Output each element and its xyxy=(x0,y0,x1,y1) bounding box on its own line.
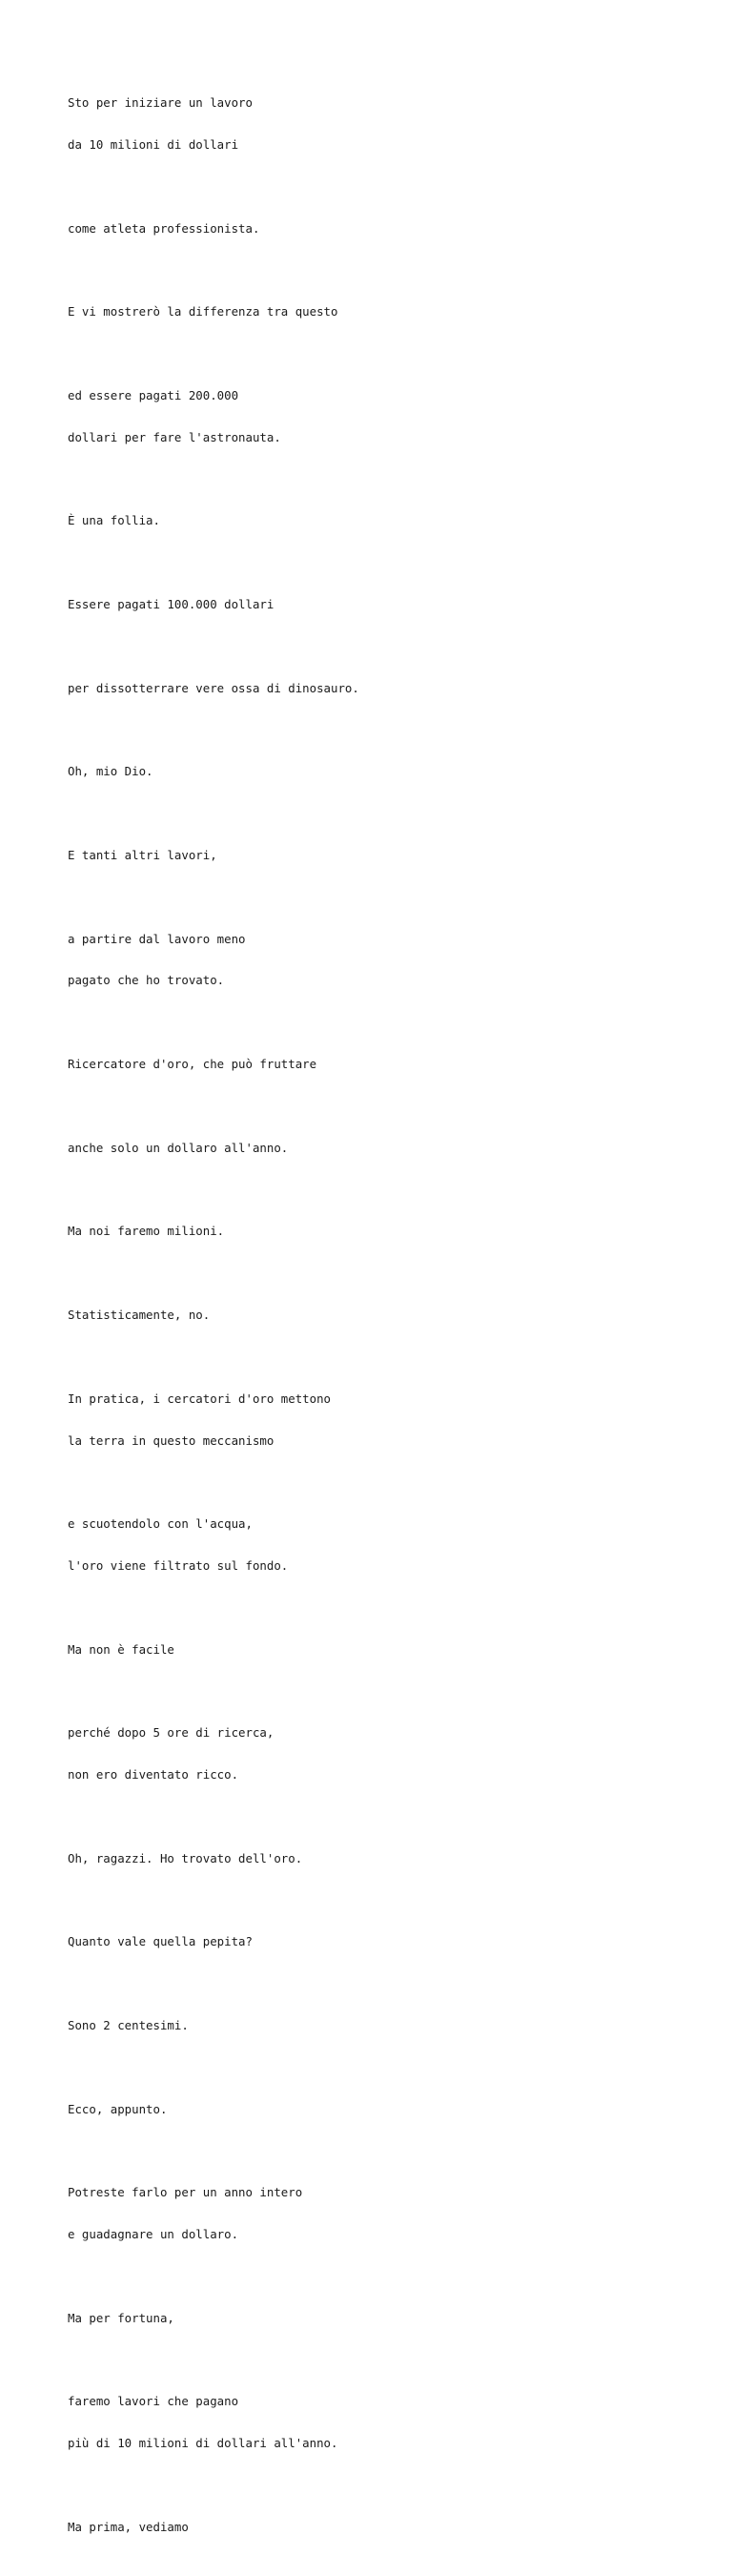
paragraph-16 xyxy=(68,1490,716,1601)
paragraph-22 xyxy=(68,2074,716,2144)
text-line: più di 10 milioni di dollari all'anno. xyxy=(68,2436,338,2451)
text-line: È una follia. xyxy=(68,513,160,528)
paragraph-5 xyxy=(68,486,716,556)
text-line: anche solo un dollaro all'anno. xyxy=(68,1140,289,1155)
text-line: Sono 2 centesimi. xyxy=(68,2018,189,2032)
text-line: e guadagnare un dollaro. xyxy=(68,2227,239,2242)
paragraph-11 xyxy=(68,1030,716,1100)
text-line: Sto per iniziare un lavoro xyxy=(68,95,253,111)
text-line: Quanto vale quella pepita? xyxy=(68,1934,253,1949)
text-line: Ma per fortuna, xyxy=(68,2310,174,2325)
text-line: Oh, mio Dio. xyxy=(68,764,153,779)
text-line: Potreste farlo per un anno intero xyxy=(68,2185,303,2200)
text-line: ed essere pagati 200.000 xyxy=(68,387,239,402)
text-line: dollari per fare l'astronauta. xyxy=(68,429,281,444)
text-line: Ma noi faremo milioni. xyxy=(68,1224,225,1239)
text-line: la terra in questo meccanismo xyxy=(68,1432,274,1448)
paragraph-21 xyxy=(68,1991,716,2061)
text-line: per dissotterrare vere ossa di dinosauro. xyxy=(68,680,359,695)
paragraph-20 xyxy=(68,1907,716,1977)
paragraph-13 xyxy=(68,1197,716,1267)
paragraph-12 xyxy=(68,1114,716,1184)
text-line: Ricercatore d'oro, che può fruttare xyxy=(68,1057,317,1072)
paragraph-4 xyxy=(68,361,716,473)
text-line: Oh, ragazzi. Ho trovato dell'oro. xyxy=(68,1850,303,1865)
paragraph-9 xyxy=(68,821,716,891)
text-line: faremo lavori che pagano xyxy=(68,2394,239,2409)
paragraph-18 xyxy=(68,1699,716,1810)
text-line: Ma non è facile xyxy=(68,1641,174,1657)
text-line: perché dopo 5 ore di ricerca, xyxy=(68,1725,274,1741)
paragraph-25 xyxy=(68,2367,716,2479)
paragraph-1 xyxy=(68,69,716,180)
text-line: da 10 milioni di dollari xyxy=(68,136,239,152)
text-line: e scuotendolo con l'acqua, xyxy=(68,1516,253,1532)
paragraph-2 xyxy=(68,194,716,263)
paragraph-10 xyxy=(68,904,716,1016)
text-line: E vi mostrerò la differenza tra questo xyxy=(68,304,338,319)
text-line: l'oro viene filtrato sul fondo. xyxy=(68,1557,289,1573)
text-line: a partire dal lavoro meno xyxy=(68,931,246,946)
text-line: Ecco, appunto. xyxy=(68,2101,168,2116)
text-line: In pratica, i cercatori d'oro mettono xyxy=(68,1391,332,1406)
text-line: E tanti altri lavori, xyxy=(68,848,217,862)
paragraph-24 xyxy=(68,2284,716,2354)
text-line: Essere pagati 100.000 dollari xyxy=(68,597,274,612)
paragraph-6 xyxy=(68,570,716,640)
paragraph-23 xyxy=(68,2158,716,2270)
text-line: non ero diventato ricco. xyxy=(68,1767,239,1783)
paragraph-8 xyxy=(68,737,716,807)
text-line: Ma prima, vediamo xyxy=(68,2519,189,2534)
paragraph-26 xyxy=(68,2493,716,2563)
paragraph-17 xyxy=(68,1615,716,1684)
transcript-document xyxy=(68,69,716,2576)
paragraph-3 xyxy=(68,278,716,347)
paragraph-15 xyxy=(68,1365,716,1476)
paragraph-14 xyxy=(68,1281,716,1350)
text-line: pagato che ho trovato. xyxy=(68,973,225,988)
text-line: come atleta professionista. xyxy=(68,220,260,236)
text-line: Statisticamente, no. xyxy=(68,1308,211,1323)
paragraph-19 xyxy=(68,1824,716,1894)
paragraph-7 xyxy=(68,654,716,724)
